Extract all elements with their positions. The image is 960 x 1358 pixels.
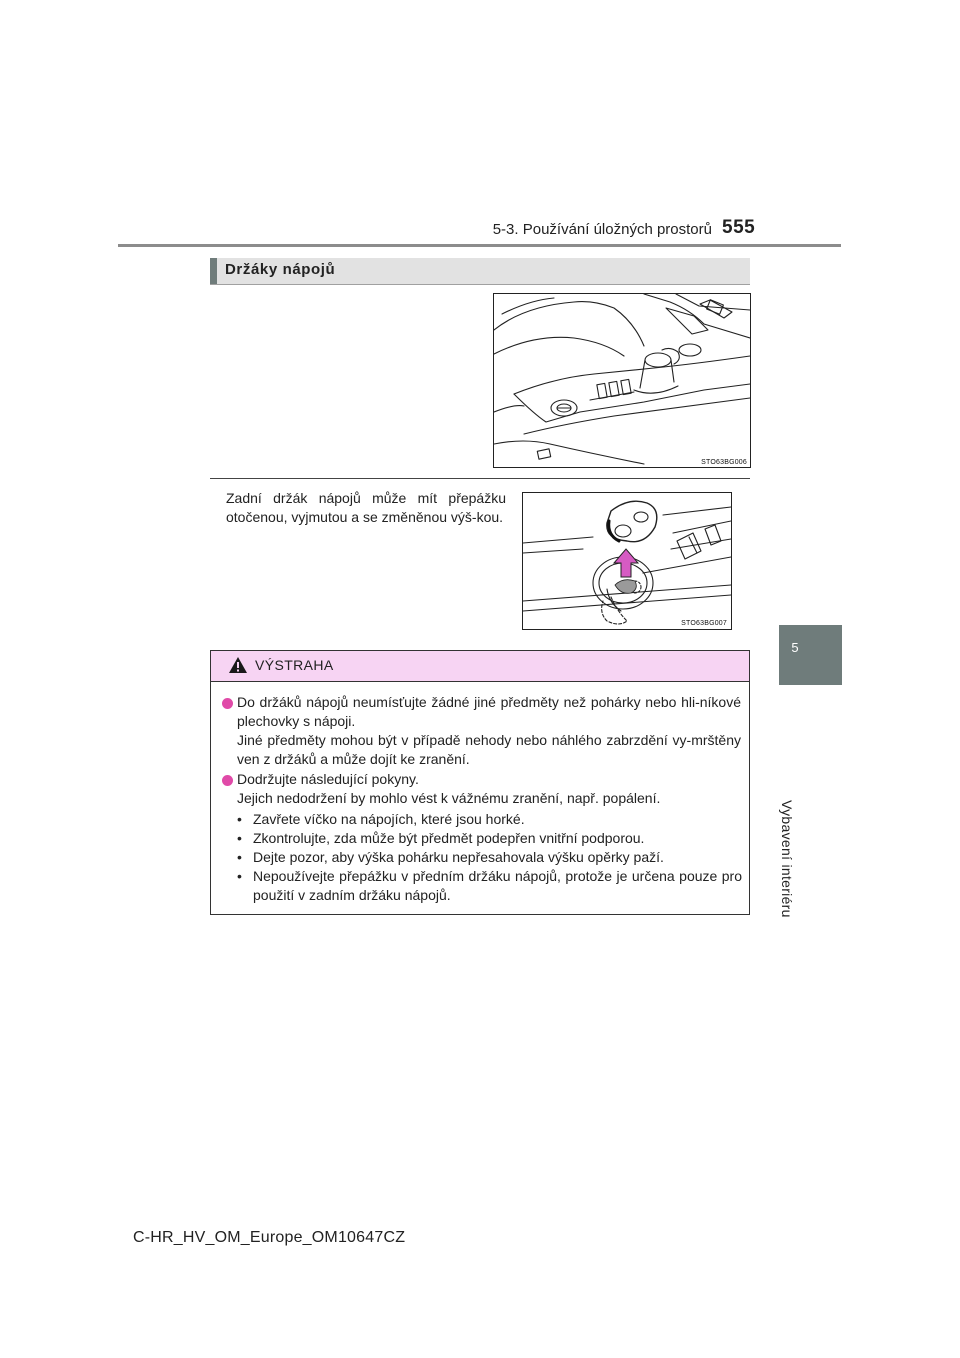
chapter-title: Vybavení interiéru xyxy=(779,800,795,918)
warning-subitem: • Nepoužívejte přepážku v předním držáku nápojů, protože je určena pouze pro použití v zadním držáku nápojů. xyxy=(237,868,742,903)
content-divider xyxy=(210,478,750,479)
warning-box xyxy=(210,650,750,915)
figure-cup-holder-divider xyxy=(522,492,732,630)
header-divider xyxy=(118,244,841,247)
warning-item-2-line1: Dodržujte následující pokyny. xyxy=(237,771,419,787)
warning-item-1 xyxy=(237,693,741,769)
warning-subitem: • Dejte pozor, aby výška pohárku nepřesahovala výšku opěrky paží. xyxy=(237,849,664,865)
header-section-title: 5-3. Používání úložných prostorů xyxy=(492,221,712,238)
figure-code: STO63BG006 xyxy=(701,459,747,466)
figure-code: STO63BG007 xyxy=(681,620,727,627)
warning-triangle-icon xyxy=(228,656,248,674)
warning-item-1-line2: Jiné předměty mohou být v případě nehody nebo náhlého zabrzdění vy-mrštěny ven z držáků a může dojít ke zranění. xyxy=(237,732,741,767)
warning-item-1-line1: Do držáků nápojů neumísťujte žádné jiné předměty než pohárky nebo hli-níkové plechovky s nápoji. xyxy=(237,694,741,729)
chapter-tab xyxy=(779,625,842,685)
warning-subitem: • Zavřete víčko na nápojích, které jsou horké. xyxy=(237,811,525,827)
section-heading-bar xyxy=(210,258,217,284)
warning-subitem: • Zkontrolujte, zda může být předmět podepřen vnitřní podporou. xyxy=(237,830,645,846)
figure-cup-holders-console xyxy=(493,293,751,468)
warning-bullet-icon xyxy=(222,698,233,709)
warning-bullet-icon xyxy=(222,775,233,786)
section-heading-text: Držáky nápojů xyxy=(225,261,336,278)
console-illustration xyxy=(494,294,750,467)
footer-doc-id: C-HR_HV_OM_Europe_OM10647CZ xyxy=(133,1229,406,1246)
description-text: Zadní držák nápojů může mít přepážku otočenou, vyjmutou a se změněnou výš-kou. xyxy=(226,490,506,525)
page-number: 555 xyxy=(722,217,756,238)
warning-title: VÝSTRAHA xyxy=(255,657,334,673)
section-heading xyxy=(210,258,750,285)
divider-illustration xyxy=(523,493,731,629)
warning-item-2-line2: Jejich nedodržení by mohlo vést k vážnému zranění, např. popálení. xyxy=(237,790,661,806)
warning-item-2 xyxy=(237,770,741,808)
warning-header xyxy=(211,651,749,682)
chapter-number: 5 xyxy=(791,640,799,655)
